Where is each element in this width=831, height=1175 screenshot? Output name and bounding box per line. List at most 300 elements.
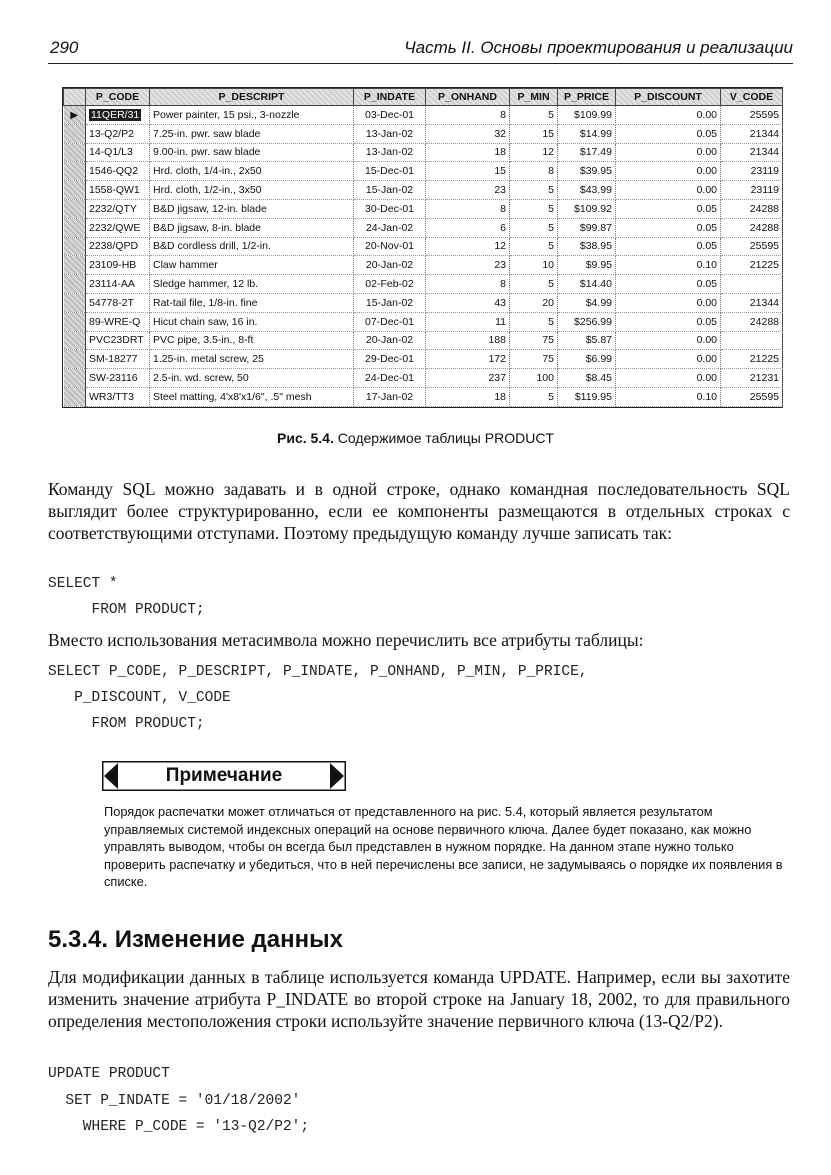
- table-cell[interactable]: [558, 237, 616, 256]
- cell-value: 5: [548, 202, 554, 215]
- table-row[interactable]: [64, 387, 783, 406]
- table-cell[interactable]: [510, 331, 558, 350]
- table-row[interactable]: [64, 275, 783, 294]
- table-cell[interactable]: [510, 350, 558, 369]
- cell-value: 11QER/31: [91, 108, 140, 121]
- cell-value: $43.99: [579, 184, 612, 197]
- table-cell[interactable]: [616, 387, 721, 406]
- cell-value: 0.00: [696, 184, 717, 197]
- code-line: SELECT *: [48, 576, 118, 592]
- table-cell[interactable]: [616, 293, 721, 312]
- cell-value: 2232/QTY: [89, 202, 137, 215]
- cell-value: 0.10: [696, 390, 717, 403]
- table-cell[interactable]: [558, 312, 616, 331]
- table-cell[interactable]: [86, 162, 150, 181]
- code-line: P_DISCOUNT, V_CODE: [48, 690, 231, 706]
- cell-value: 0.00: [696, 372, 717, 385]
- cell-value: 5: [548, 315, 554, 328]
- cell-value: WR3/TT3: [89, 390, 134, 403]
- table-cell[interactable]: [616, 218, 721, 237]
- cell-value: Hicut chain saw, 16 in.: [153, 315, 258, 328]
- table-cell[interactable]: [510, 237, 558, 256]
- table-cell[interactable]: [86, 237, 150, 256]
- table-cell[interactable]: [150, 237, 354, 256]
- table-row[interactable]: [64, 181, 783, 200]
- column-header[interactable]: P_INDATE: [354, 89, 426, 106]
- table-cell[interactable]: [616, 275, 721, 294]
- cell-value: Steel matting, 4'x8'x1/6", .5" mesh: [153, 390, 312, 403]
- table-cell[interactable]: [426, 275, 510, 294]
- row-selector[interactable]: [64, 162, 86, 181]
- code-line: FROM PRODUCT;: [48, 716, 205, 732]
- cell-value: 29-Dec-01: [364, 353, 415, 366]
- table-cell[interactable]: [86, 369, 150, 388]
- row-selector[interactable]: [64, 143, 86, 162]
- table-cell[interactable]: [150, 181, 354, 200]
- code-block-select-star: [48, 571, 205, 623]
- row-selector[interactable]: [64, 275, 86, 294]
- cell-value: 13-Jan-02: [365, 146, 414, 159]
- cell-value: SW-23116: [89, 372, 138, 385]
- code-line: FROM PRODUCT;: [48, 602, 205, 618]
- note-banner: [102, 761, 346, 791]
- table-cell[interactable]: [150, 293, 354, 312]
- product-table: [63, 88, 783, 407]
- table-cell[interactable]: [426, 181, 510, 200]
- cell-value: $4.99: [585, 296, 612, 309]
- cell-value: 8: [500, 202, 506, 215]
- table-cell[interactable]: [150, 350, 354, 369]
- table-cell[interactable]: [150, 369, 354, 388]
- table-cell[interactable]: [86, 106, 150, 125]
- table-cell[interactable]: [426, 162, 510, 181]
- table-cell[interactable]: [616, 106, 721, 125]
- page-number: 290: [50, 38, 79, 57]
- cell-value: 12: [494, 240, 506, 253]
- cell-value: 0.05: [696, 315, 717, 328]
- table-cell[interactable]: [616, 312, 721, 331]
- table-cell[interactable]: [558, 256, 616, 275]
- row-selector[interactable]: [64, 293, 86, 312]
- cell-value: 25595: [749, 390, 779, 403]
- cell-value: 0.05: [696, 278, 717, 291]
- table-cell[interactable]: [558, 124, 616, 143]
- cell-value: 15-Jan-02: [365, 296, 414, 309]
- column-header[interactable]: P_CODE: [86, 89, 150, 106]
- row-selector[interactable]: [64, 256, 86, 275]
- cell-value: 18: [494, 146, 506, 159]
- table-cell[interactable]: [616, 331, 721, 350]
- table-cell[interactable]: [558, 275, 616, 294]
- table-row[interactable]: [64, 162, 783, 181]
- cell-value: 17-Jan-02: [365, 390, 414, 403]
- table-cell[interactable]: [721, 124, 783, 143]
- table-cell[interactable]: [616, 181, 721, 200]
- table-cell[interactable]: [354, 218, 426, 237]
- table-row[interactable]: [64, 369, 783, 388]
- cell-value: 25595: [749, 108, 779, 121]
- cell-value: 7.25-in. pwr. saw blade: [153, 127, 261, 140]
- cell-value: Sledge hammer, 12 lb.: [153, 278, 259, 291]
- cell-value: 75: [542, 353, 554, 366]
- cell-value: 89-WRE-Q: [89, 315, 141, 328]
- table-cell[interactable]: [426, 237, 510, 256]
- table-cell[interactable]: [510, 293, 558, 312]
- table-cell[interactable]: [721, 312, 783, 331]
- cell-value: Rat-tail file, 1/8-in. fine: [153, 296, 258, 309]
- cell-value: 21231: [749, 372, 779, 385]
- code-line: SET P_INDATE = '01/18/2002': [48, 1092, 301, 1109]
- table-cell[interactable]: [721, 106, 783, 125]
- table-row[interactable]: [64, 124, 783, 143]
- cell-value: 5: [548, 108, 554, 121]
- row-selector[interactable]: [64, 331, 86, 350]
- table-cell[interactable]: [426, 124, 510, 143]
- cell-value: 54778-2T: [89, 296, 134, 309]
- cell-value: 9.00-in. pwr. saw blade: [153, 146, 261, 159]
- table-cell[interactable]: [558, 218, 616, 237]
- cell-value: Hrd. cloth, 1/4-in., 2x50: [153, 165, 262, 178]
- cell-value: Claw hammer: [153, 259, 218, 272]
- cell-value: 0.05: [696, 240, 717, 253]
- paragraph-1: Команду SQL можно задавать и в одной строке, однако командная последовательность SQL выглядит более структурированно, если ее компоненты размещаются в отдельных строках с соответствующими отступами. Поэтому предыдущую команду лучше записать так:: [48, 479, 790, 543]
- note-text: Порядок распечатки может отличаться от представленного на рис. 5.4, который является результатом управляемых системой индексных операций на основе первичного ключа. Далее будет показано, как можно управлять выводом, чтобы он всегда был представлен в нужном порядке. На данном этапе нужно только проверить распечатку и убедиться, что в ней перечислены все записи, не задумываясь о порядке их появления в списке.: [104, 804, 783, 890]
- table-cell[interactable]: [150, 106, 354, 125]
- table-cell[interactable]: [150, 256, 354, 275]
- code-line: SELECT P_CODE, P_DESCRIPT, P_INDATE, P_ONHAND, P_MIN, P_PRICE,: [48, 664, 588, 680]
- code-block-update: [48, 1061, 309, 1141]
- table-row[interactable]: [64, 218, 783, 237]
- table-cell[interactable]: [616, 162, 721, 181]
- cell-value: 0.00: [696, 146, 717, 159]
- column-header[interactable]: P_DESCRIPT: [150, 89, 354, 106]
- column-header[interactable]: P_ONHAND: [426, 89, 510, 106]
- cell-value: 0.00: [696, 296, 717, 309]
- table-cell[interactable]: [426, 218, 510, 237]
- table-cell[interactable]: [86, 256, 150, 275]
- cell-value: 23119: [750, 165, 779, 178]
- paragraph-3: Для модификации данных в таблице используется команда UPDATE. Например, если вы захотите изменить значение атрибута P_INDATE во второй строке на January 18, 2002, то для правильного определения местоположения строки используйте значение первичного ключа (13-Q2/P2).: [48, 967, 790, 1031]
- cell-value: 8: [548, 165, 554, 178]
- table-cell[interactable]: [558, 106, 616, 125]
- cell-value: Power painter, 15 psi., 3-nozzle: [153, 108, 300, 121]
- table-cell[interactable]: [721, 369, 783, 388]
- table-cell[interactable]: [354, 106, 426, 125]
- table-row[interactable]: [64, 256, 783, 275]
- table-cell[interactable]: [558, 350, 616, 369]
- table-cell[interactable]: [86, 124, 150, 143]
- cell-value: 13-Q2/P2: [89, 127, 134, 140]
- table-cell[interactable]: [354, 199, 426, 218]
- table-cell[interactable]: [354, 237, 426, 256]
- table-cell[interactable]: [354, 350, 426, 369]
- table-cell[interactable]: [510, 199, 558, 218]
- figure-caption: [0, 430, 831, 446]
- section-title: 5.3.4. Изменение данных: [48, 926, 343, 953]
- cell-value: 23119: [750, 184, 779, 197]
- table-cell[interactable]: [721, 162, 783, 181]
- cell-value: 24288: [749, 221, 779, 234]
- row-selector[interactable]: [64, 387, 86, 406]
- cell-value: $256.99: [574, 315, 612, 328]
- cell-value: $39.95: [579, 165, 612, 178]
- table-cell[interactable]: [86, 350, 150, 369]
- table-row[interactable]: [64, 199, 783, 218]
- row-selector[interactable]: [64, 237, 86, 256]
- cell-value: 23: [494, 184, 506, 197]
- table-cell[interactable]: [510, 369, 558, 388]
- table-cell[interactable]: [721, 256, 783, 275]
- table-row[interactable]: [64, 106, 783, 125]
- table-cell[interactable]: [510, 106, 558, 125]
- table-cell[interactable]: [150, 162, 354, 181]
- table-cell[interactable]: [86, 181, 150, 200]
- table-cell[interactable]: [86, 218, 150, 237]
- table-cell[interactable]: [510, 312, 558, 331]
- table-cell[interactable]: [510, 218, 558, 237]
- table-cell[interactable]: [558, 162, 616, 181]
- cell-value: 21344: [749, 296, 779, 309]
- cell-value: 0.00: [696, 165, 717, 178]
- table-cell[interactable]: [510, 143, 558, 162]
- cell-value: 15-Dec-01: [364, 165, 415, 178]
- table-row[interactable]: [64, 350, 783, 369]
- table-cell[interactable]: [354, 369, 426, 388]
- table-cell[interactable]: [426, 256, 510, 275]
- table-cell[interactable]: [510, 181, 558, 200]
- table-cell[interactable]: [354, 162, 426, 181]
- table-cell[interactable]: [721, 293, 783, 312]
- cell-value: 237: [488, 372, 506, 385]
- current-row-arrow-icon: ▶: [70, 109, 79, 121]
- table-row[interactable]: [64, 293, 783, 312]
- table-cell[interactable]: [86, 143, 150, 162]
- table-cell[interactable]: [510, 162, 558, 181]
- table-cell[interactable]: [426, 199, 510, 218]
- table-cell[interactable]: [510, 275, 558, 294]
- cell-value: 20: [542, 296, 554, 309]
- table-cell[interactable]: [354, 143, 426, 162]
- column-header[interactable]: P_DISCOUNT: [616, 89, 721, 106]
- table-cell[interactable]: [426, 350, 510, 369]
- table-cell[interactable]: [426, 369, 510, 388]
- cell-value: 23: [494, 259, 506, 272]
- cell-value: 10: [542, 259, 554, 272]
- cell-value: $9.95: [585, 259, 612, 272]
- table-cell[interactable]: [426, 293, 510, 312]
- cell-value: 5: [548, 221, 554, 234]
- row-selector[interactable]: [64, 369, 86, 388]
- cell-value: 32: [494, 127, 506, 140]
- table-cell[interactable]: [721, 350, 783, 369]
- cell-value: 18: [494, 390, 506, 403]
- cell-value: 20-Jan-02: [365, 259, 414, 272]
- table-cell[interactable]: [558, 331, 616, 350]
- table-cell[interactable]: [616, 350, 721, 369]
- table-row[interactable]: [64, 237, 783, 256]
- table-cell[interactable]: [426, 387, 510, 406]
- table-cell[interactable]: [354, 181, 426, 200]
- table-cell[interactable]: [721, 237, 783, 256]
- column-header[interactable]: P_MIN: [510, 89, 558, 106]
- table-cell[interactable]: [721, 218, 783, 237]
- table-cell[interactable]: [354, 293, 426, 312]
- table-cell[interactable]: [354, 387, 426, 406]
- table-row[interactable]: [64, 312, 783, 331]
- table-cell[interactable]: [616, 143, 721, 162]
- cell-value: 13-Jan-02: [365, 127, 414, 140]
- cell-value: 15: [494, 165, 506, 178]
- header-rule: [48, 63, 793, 64]
- cell-value: 1558-QW1: [89, 184, 140, 197]
- column-header[interactable]: V_CODE: [721, 89, 783, 106]
- running-title: Часть II. Основы проектирования и реализации: [404, 38, 793, 57]
- row-selector[interactable]: [64, 218, 86, 237]
- row-selector[interactable]: [64, 350, 86, 369]
- product-table-figure: [62, 87, 783, 408]
- table-cell[interactable]: [616, 124, 721, 143]
- cell-value: 15: [542, 127, 554, 140]
- table-cell[interactable]: [426, 331, 510, 350]
- cell-value: $14.40: [579, 278, 612, 291]
- table-cell[interactable]: [721, 387, 783, 406]
- table-cell[interactable]: [354, 312, 426, 331]
- cell-value: 24288: [749, 202, 779, 215]
- table-cell[interactable]: [150, 143, 354, 162]
- cell-value: $14.99: [579, 127, 612, 140]
- table-cell[interactable]: [354, 256, 426, 275]
- table-cell[interactable]: [150, 124, 354, 143]
- table-cell[interactable]: [86, 312, 150, 331]
- table-cell[interactable]: [721, 181, 783, 200]
- cell-value: 24-Jan-02: [365, 221, 414, 234]
- cell-value: $17.49: [579, 146, 612, 159]
- table-cell[interactable]: [616, 199, 721, 218]
- table-cell[interactable]: [721, 275, 783, 294]
- note-title: Примечание: [165, 765, 283, 786]
- table-cell[interactable]: [558, 181, 616, 200]
- table-cell[interactable]: [150, 312, 354, 331]
- cell-value: 8: [500, 278, 506, 291]
- cell-value: $5.87: [585, 334, 612, 347]
- cell-value: $109.99: [574, 108, 612, 121]
- table-cell[interactable]: [150, 218, 354, 237]
- cell-value: 5: [548, 278, 554, 291]
- cell-value: 21344: [749, 146, 779, 159]
- table-cell[interactable]: [354, 331, 426, 350]
- table-cell[interactable]: [86, 293, 150, 312]
- cell-value: 20-Jan-02: [365, 334, 414, 347]
- table-cell[interactable]: [558, 369, 616, 388]
- cell-value: 8: [500, 108, 506, 121]
- table-cell[interactable]: [721, 331, 783, 350]
- cell-value: 0.05: [696, 127, 717, 140]
- table-row[interactable]: [64, 331, 783, 350]
- cell-value: 21225: [749, 353, 779, 366]
- table-cell[interactable]: [558, 293, 616, 312]
- table-cell[interactable]: [616, 237, 721, 256]
- cell-value: B&D cordless drill, 1/2-in.: [153, 240, 271, 253]
- table-cell[interactable]: [721, 143, 783, 162]
- table-cell[interactable]: [86, 331, 150, 350]
- table-cell[interactable]: [616, 256, 721, 275]
- table-cell[interactable]: [721, 199, 783, 218]
- cell-value: 0.00: [696, 334, 717, 347]
- table-row[interactable]: [64, 143, 783, 162]
- table-cell[interactable]: [558, 199, 616, 218]
- cell-value: 21225: [749, 259, 779, 272]
- table-cell[interactable]: [86, 199, 150, 218]
- cell-value: 5: [548, 390, 554, 403]
- cell-value: 30-Dec-01: [364, 202, 415, 215]
- cell-value: 24288: [749, 315, 779, 328]
- table-cell[interactable]: [426, 106, 510, 125]
- cell-value: Hrd. cloth, 1/2-in., 3x50: [153, 184, 262, 197]
- cell-value: 23109-HB: [89, 259, 137, 272]
- row-selector[interactable]: [64, 106, 86, 125]
- cell-value: 5: [548, 184, 554, 197]
- code-line: WHERE P_CODE = '13-Q2/P2';: [48, 1119, 310, 1135]
- cell-value: 75: [542, 334, 554, 347]
- table-cell[interactable]: [150, 387, 354, 406]
- table-cell[interactable]: [510, 387, 558, 406]
- table-cell[interactable]: [86, 275, 150, 294]
- paragraph-2: Вместо использования метасимвола можно перечислить все атрибуты таблицы:: [48, 630, 644, 650]
- table-cell[interactable]: [426, 312, 510, 331]
- cell-value: 188: [488, 334, 506, 347]
- cell-value: 24-Dec-01: [364, 372, 415, 385]
- table-cell[interactable]: [616, 369, 721, 388]
- cell-value: 2.5-in. wd. screw, 50: [153, 372, 249, 385]
- table-cell[interactable]: [510, 256, 558, 275]
- table-cell[interactable]: [558, 387, 616, 406]
- row-selector[interactable]: [64, 124, 86, 143]
- cell-value: $6.99: [585, 353, 612, 366]
- cell-value: 0.00: [696, 108, 717, 121]
- cell-value: $38.95: [579, 240, 612, 253]
- cell-value: 0.10: [696, 259, 717, 272]
- cell-value: 03-Dec-01: [364, 108, 415, 121]
- cell-value: 12: [542, 146, 554, 159]
- cell-value: 6: [500, 221, 506, 234]
- cell-value: 02-Feb-02: [365, 278, 414, 291]
- table-cell[interactable]: [510, 124, 558, 143]
- cell-value: 20-Nov-01: [364, 240, 415, 253]
- cell-value: 14-Q1/L3: [89, 146, 133, 159]
- table-cell[interactable]: [86, 387, 150, 406]
- cell-value: $109.92: [574, 202, 612, 215]
- table-cell[interactable]: [558, 143, 616, 162]
- table-cell[interactable]: [150, 331, 354, 350]
- table-cell[interactable]: [150, 199, 354, 218]
- table-cell[interactable]: [354, 124, 426, 143]
- cell-value: 2232/QWE: [89, 221, 141, 234]
- row-selector[interactable]: [64, 181, 86, 200]
- table-cell[interactable]: [426, 143, 510, 162]
- cell-value: 100: [536, 372, 554, 385]
- cell-value: 43: [494, 296, 506, 309]
- column-header[interactable]: P_PRICE: [558, 89, 616, 106]
- row-selector[interactable]: [64, 312, 86, 331]
- code-block-select-columns: [48, 659, 588, 737]
- table-cell[interactable]: [150, 275, 354, 294]
- cell-value: 172: [488, 353, 506, 366]
- row-selector[interactable]: [64, 199, 86, 218]
- cell-value: B&D jigsaw, 12-in. blade: [153, 202, 267, 215]
- cell-value: 21344: [749, 127, 779, 140]
- cell-value: 0.05: [696, 202, 717, 215]
- table-cell[interactable]: [354, 275, 426, 294]
